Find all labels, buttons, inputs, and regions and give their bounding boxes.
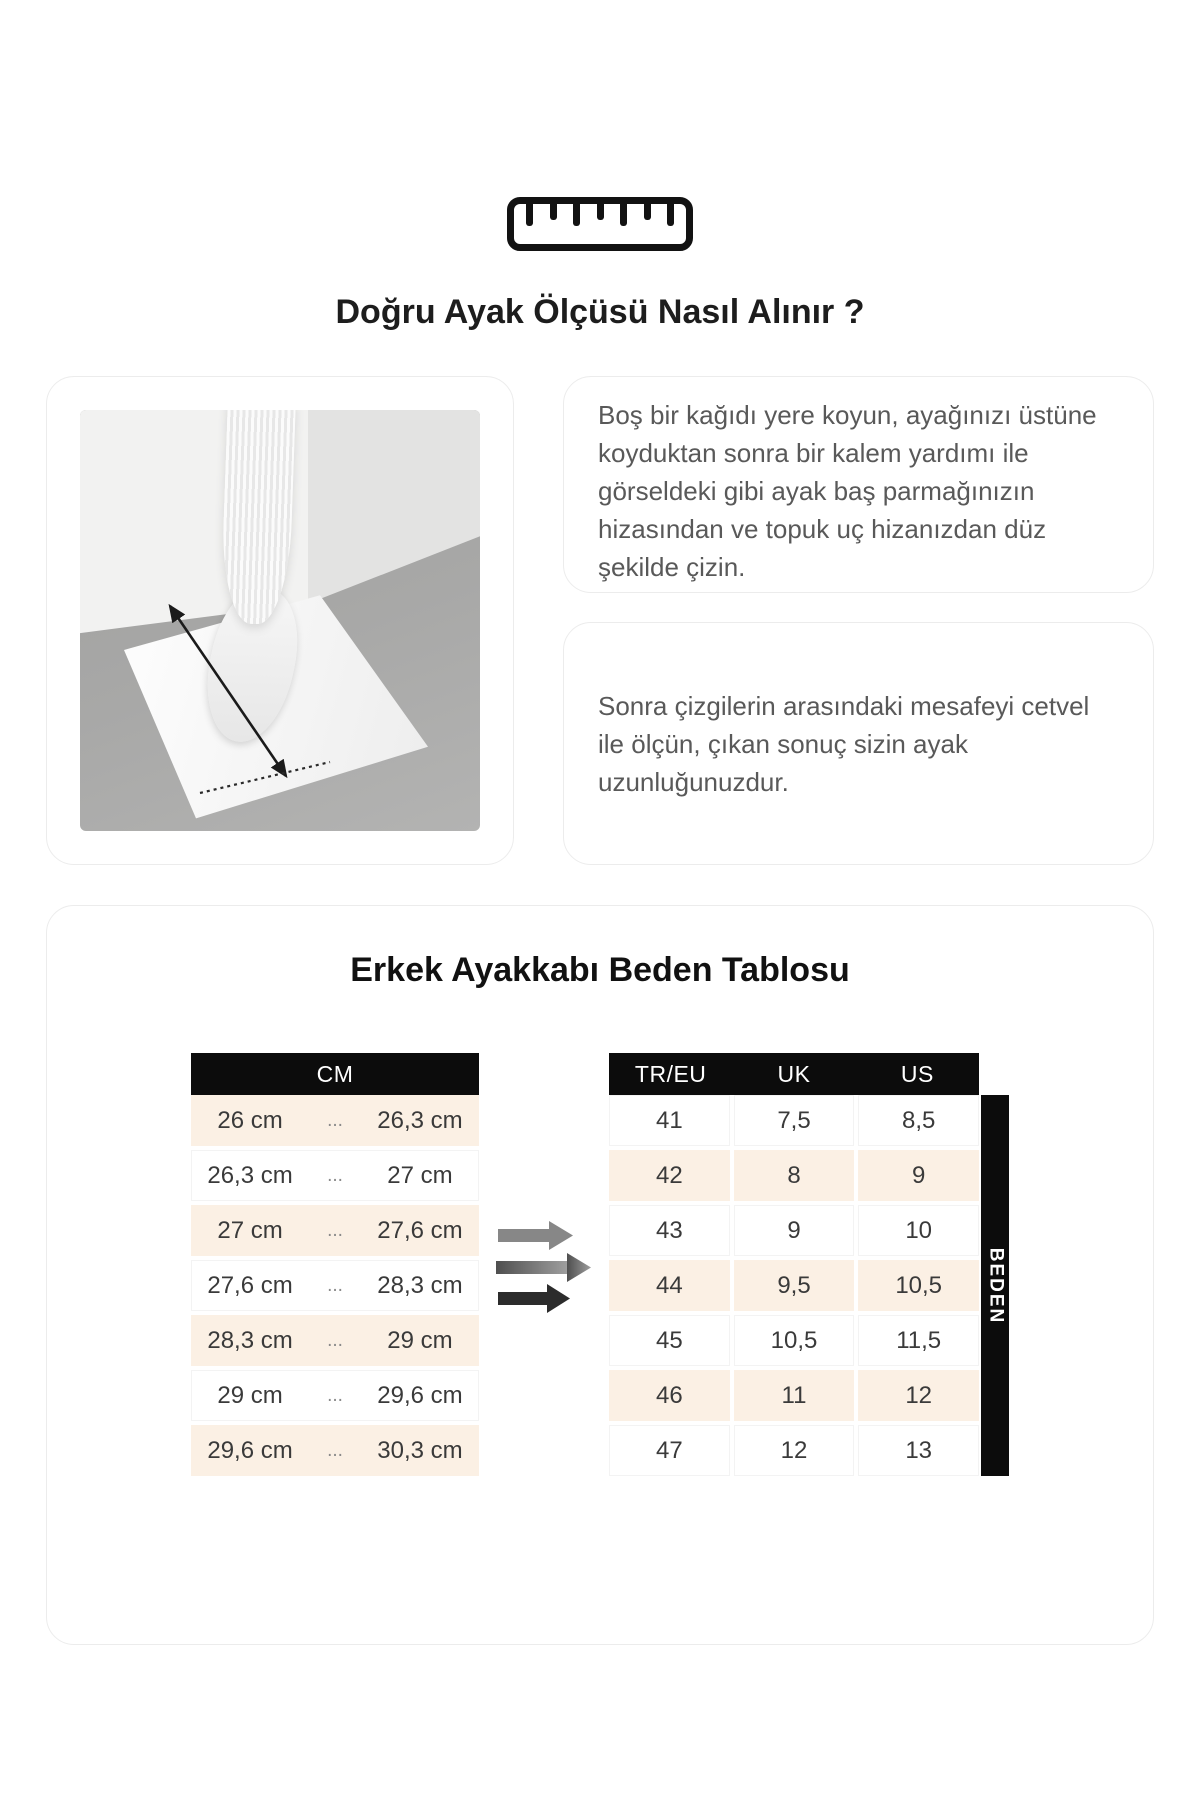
conversion-table-header — [609, 1053, 979, 1095]
size-us: 10 — [858, 1205, 979, 1256]
cm-min: 26,3 cm — [207, 1161, 293, 1189]
size-uk: 10,5 — [734, 1315, 855, 1366]
conversion-table-row — [609, 1095, 979, 1146]
cm-table-row — [191, 1425, 479, 1476]
ruler-icon-wrap — [0, 0, 1200, 251]
cm-max: 28,3 cm — [377, 1271, 463, 1299]
cm-dots: ... — [327, 1164, 343, 1186]
size-tr-eu: 47 — [609, 1425, 730, 1476]
instruction-card-measure — [563, 622, 1154, 865]
cm-dots: ... — [327, 1219, 343, 1241]
instructions-column — [563, 376, 1154, 865]
size-uk: 9 — [734, 1205, 855, 1256]
cm-max: 30,3 cm — [377, 1436, 463, 1464]
header-us: US — [900, 1060, 934, 1087]
cm-min: 27 cm — [217, 1216, 283, 1244]
cm-table-row — [191, 1315, 479, 1366]
size-us: 12 — [858, 1370, 979, 1421]
ruler-tick — [550, 204, 557, 220]
size-table-title: Erkek Ayakkabı Beden Tablosu — [350, 951, 850, 989]
cm-max: 29 cm — [387, 1326, 453, 1354]
size-us: 9 — [858, 1150, 979, 1201]
size-us: 11,5 — [858, 1315, 979, 1366]
size-tr-eu: 45 — [609, 1315, 730, 1366]
size-tr-eu: 46 — [609, 1370, 730, 1421]
cm-min: 27,6 cm — [207, 1271, 293, 1299]
ruler-tick — [667, 204, 674, 226]
cm-dots: ... — [327, 1109, 343, 1131]
cm-table-header: CM — [191, 1053, 479, 1095]
size-tr-eu: 41 — [609, 1095, 730, 1146]
size-table-card — [46, 905, 1154, 1645]
cm-min: 28,3 cm — [207, 1326, 293, 1354]
size-uk: 9,5 — [734, 1260, 855, 1311]
beden-label: BEDEN — [985, 1247, 1007, 1324]
instruction-text-draw: Boş bir kağıdı yere koyun, ayağınızı üstüne koyduktan sonra bir kalem yardımı ile görseldeki gibi ayak baş parmağınızın hizasından ve topuk uç hizanızdan düz şekilde çizin. — [598, 400, 1097, 582]
measurement-guide-section — [46, 376, 1154, 865]
conversion-table-row — [609, 1315, 979, 1366]
size-uk: 11 — [734, 1370, 855, 1421]
ruler-tick — [573, 204, 580, 226]
size-uk: 12 — [734, 1425, 855, 1476]
cm-table-row — [191, 1095, 479, 1146]
size-tr-eu: 43 — [609, 1205, 730, 1256]
instruction-card-draw — [563, 376, 1154, 593]
instruction-text-measure: Sonra çizgilerin arasındaki mesafeyi cetvel ile ölçün, çıkan sonuç sizin ayak uzunluğunuzdur. — [598, 690, 1090, 797]
size-uk: 8 — [734, 1150, 855, 1201]
ruler-tick — [597, 204, 604, 220]
cm-dots: ... — [327, 1329, 343, 1351]
cm-table-row — [191, 1205, 479, 1256]
conversion-table-row — [609, 1370, 979, 1421]
cm-table-row — [191, 1260, 479, 1311]
size-conversion-table — [609, 1053, 1007, 1480]
size-uk: 7,5 — [734, 1095, 855, 1146]
header-uk: UK — [777, 1060, 811, 1087]
ruler-tick — [644, 204, 651, 220]
beden-side-strip — [981, 1095, 1009, 1476]
size-tables-row — [47, 1053, 1153, 1480]
ruler-tick — [620, 204, 627, 226]
cm-range-table — [191, 1053, 479, 1480]
ruler-tick — [526, 204, 533, 226]
cm-max: 27,6 cm — [377, 1216, 463, 1244]
foot-measurement-photo — [80, 410, 480, 831]
foot-photo-card — [46, 376, 514, 865]
conversion-table-row — [609, 1150, 979, 1201]
cm-dots: ... — [327, 1274, 343, 1296]
cm-table-row — [191, 1150, 479, 1201]
size-us: 8,5 — [858, 1095, 979, 1146]
size-tr-eu: 44 — [609, 1260, 730, 1311]
cm-max: 29,6 cm — [377, 1381, 463, 1409]
header-tr-eu: TR/EU — [634, 1060, 707, 1087]
cm-dots: ... — [327, 1384, 343, 1406]
cm-max: 26,3 cm — [377, 1106, 463, 1134]
page-title: Doğru Ayak Ölçüsü Nasıl Alınır ? — [335, 293, 865, 331]
cm-min: 29,6 cm — [207, 1436, 293, 1464]
conversion-arrows-icon — [479, 1220, 609, 1314]
conversion-table-row — [609, 1205, 979, 1256]
conversion-table-row — [609, 1260, 979, 1311]
cm-min: 26 cm — [217, 1106, 283, 1134]
cm-dots: ... — [327, 1439, 343, 1461]
cm-max: 27 cm — [387, 1161, 453, 1189]
size-us: 10,5 — [858, 1260, 979, 1311]
cm-min: 29 cm — [217, 1381, 283, 1409]
conversion-table-row — [609, 1425, 979, 1476]
measurement-arrow-overlay — [80, 410, 480, 831]
size-us: 13 — [858, 1425, 979, 1476]
size-tr-eu: 42 — [609, 1150, 730, 1201]
ruler-icon — [507, 197, 693, 251]
cm-table-row — [191, 1370, 479, 1421]
